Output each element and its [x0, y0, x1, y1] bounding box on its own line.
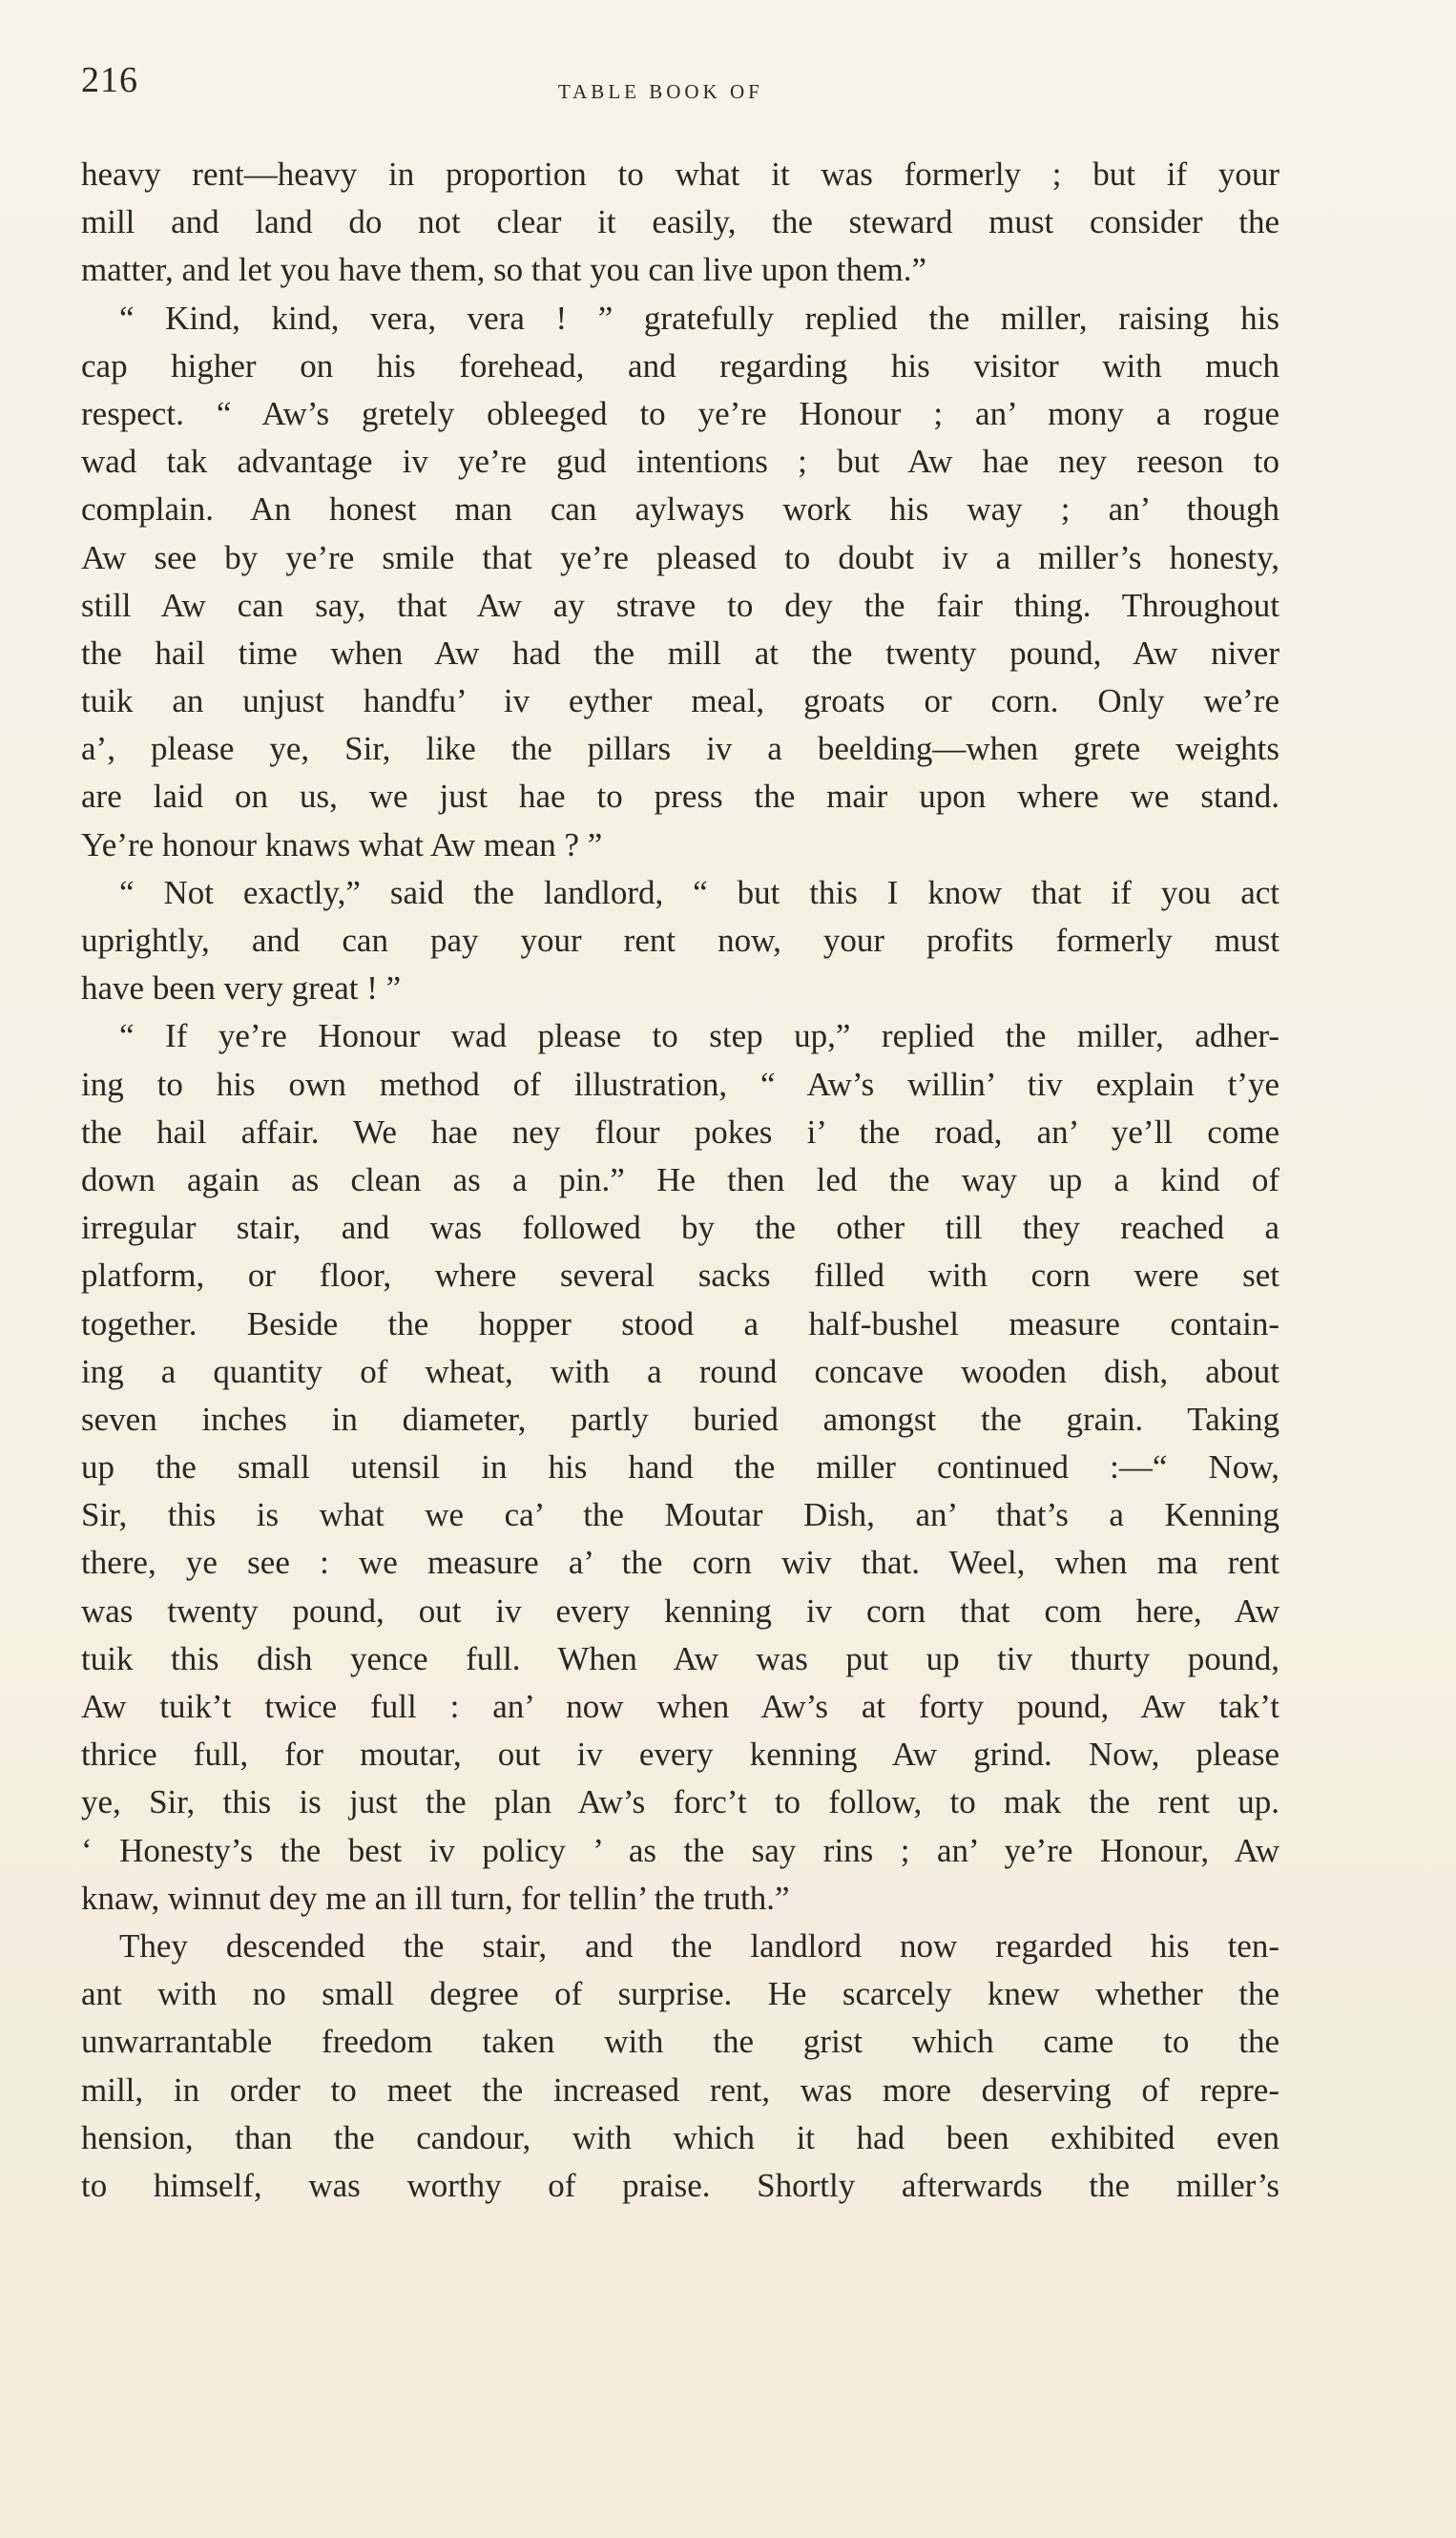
text-line: down again as clean as a pin.” He then led the way up a kind of [81, 1160, 1279, 1198]
text-line: up the small utensil in his hand the miller continued :—“ Now, [81, 1448, 1279, 1487]
text-line: matter, and let you have them, so that you can live upon them.” [81, 251, 926, 289]
text-line: ing to his own method of illustration, “ Aw’s willin’ tiv explain t’ye [81, 1065, 1279, 1103]
text-line: a’, please ye, Sir, like the pillars iv a beelding—when grete weights [81, 730, 1279, 768]
body-text [81, 151, 1279, 2210]
text-line: ye, Sir, this is just the plan Aw’s forc’t to follow, to mak the rent up. [81, 1783, 1279, 1821]
text-line: respect. “ Aw’s gretely obleeged to ye’re Honour ; an’ mony a rogue [81, 394, 1279, 432]
text-line: together. Beside the hopper stood a half-bushel measure contain- [81, 1304, 1279, 1342]
text-line: Sir, this is what we ca’ the Moutar Dish, an’ that’s a Kenning [81, 1496, 1279, 1534]
text-line: hension, than the candour, with which it had been exhibited even [81, 2118, 1279, 2156]
text-line: Aw see by ye’re smile that ye’re pleased to doubt iv a miller’s honesty, [81, 538, 1279, 576]
text-line: uprightly, and can pay your rent now, your profits formerly must [81, 922, 1279, 959]
text-line: thrice full, for moutar, out iv every kenning Aw grind. Now, please [81, 1736, 1279, 1774]
text-line: ing a quantity of wheat, with a round concave wooden dish, about [81, 1352, 1279, 1390]
text-line: cap higher on his forehead, and regarding his visitor with much [81, 346, 1279, 385]
text-line: mill and land do not clear it easily, the steward must consider the [81, 203, 1279, 241]
text-line: Aw tuik’t twice full : an’ now when Aw’s at forty pound, Aw tak’t [81, 1688, 1279, 1725]
text-line: platform, or floor, where several sacks filled with corn were set [81, 1257, 1279, 1295]
text-line: still Aw can say, that Aw ay strave to dey the fair thing. Throughout [81, 586, 1279, 624]
text-line: “ If ye’re Honour wad please to step up,” replied the miller, adher- [119, 1017, 1279, 1055]
page-header [81, 59, 1375, 116]
text-line: the hail affair. We hae ney flour pokes i’ the road, an’ ye’ll come [81, 1113, 1279, 1151]
page-number: 216 [81, 60, 138, 100]
text-line: unwarrantable freedom taken with the grist which came to the [81, 2023, 1279, 2061]
text-line: ‘ Honesty’s the best iv policy ’ as the say rins ; an’ ye’re Honour, Aw [81, 1831, 1279, 1869]
text-line: have been very great ! ” [81, 969, 402, 1008]
text-line: irregular stair, and was followed by the other till they reached a [81, 1209, 1279, 1247]
text-line: mill, in order to meet the increased rent, was more deserving of repre- [81, 2070, 1279, 2109]
text-line: the hail time when Aw had the mill at the twenty pound, Aw niver [81, 634, 1279, 672]
text-line: They descended the stair, and the landlord now regarded his ten- [119, 1926, 1279, 1965]
text-line: Ye’re honour knaws what Aw mean ? ” [81, 825, 603, 863]
text-line: wad tak advantage iv ye’re gud intentions ; but Aw hae ney reeson to [81, 443, 1279, 481]
running-head: TABLE BOOK OF [558, 80, 763, 103]
text-line: tuik an unjust handfu’ iv eyther meal, groats or corn. Only we’re [81, 682, 1279, 720]
text-line: knaw, winnut dey me an ill turn, for tellin’ the truth.” [81, 1879, 790, 1917]
text-line: was twenty pound, out iv every kenning iv corn that com here, Aw [81, 1591, 1279, 1630]
text-line: “ Not exactly,” said the landlord, “ but this I know that if you act [119, 873, 1279, 911]
text-line: to himself, was worthy of praise. Shortly afterwards the miller’s [81, 2166, 1279, 2204]
text-line: seven inches in diameter, partly buried amongst the grain. Taking [81, 1400, 1279, 1438]
text-line: there, ye see : we measure a’ the corn wiv that. Weel, when ma rent [81, 1544, 1279, 1582]
text-line: are laid on us, we just hae to press the mair upon where we stand. [81, 778, 1279, 816]
text-line: tuik this dish yence full. When Aw was put up tiv thurty pound, [81, 1639, 1279, 1677]
text-line: ant with no small degree of surprise. He scarcely knew whether the [81, 1975, 1279, 2013]
text-line: “ Kind, kind, vera, vera ! ” gratefully replied the miller, raising his [119, 299, 1279, 337]
text-line: complain. An honest man can aylways work his way ; an’ though [81, 490, 1279, 529]
text-line: heavy rent—heavy in proportion to what it was formerly ; but if your [81, 156, 1279, 193]
